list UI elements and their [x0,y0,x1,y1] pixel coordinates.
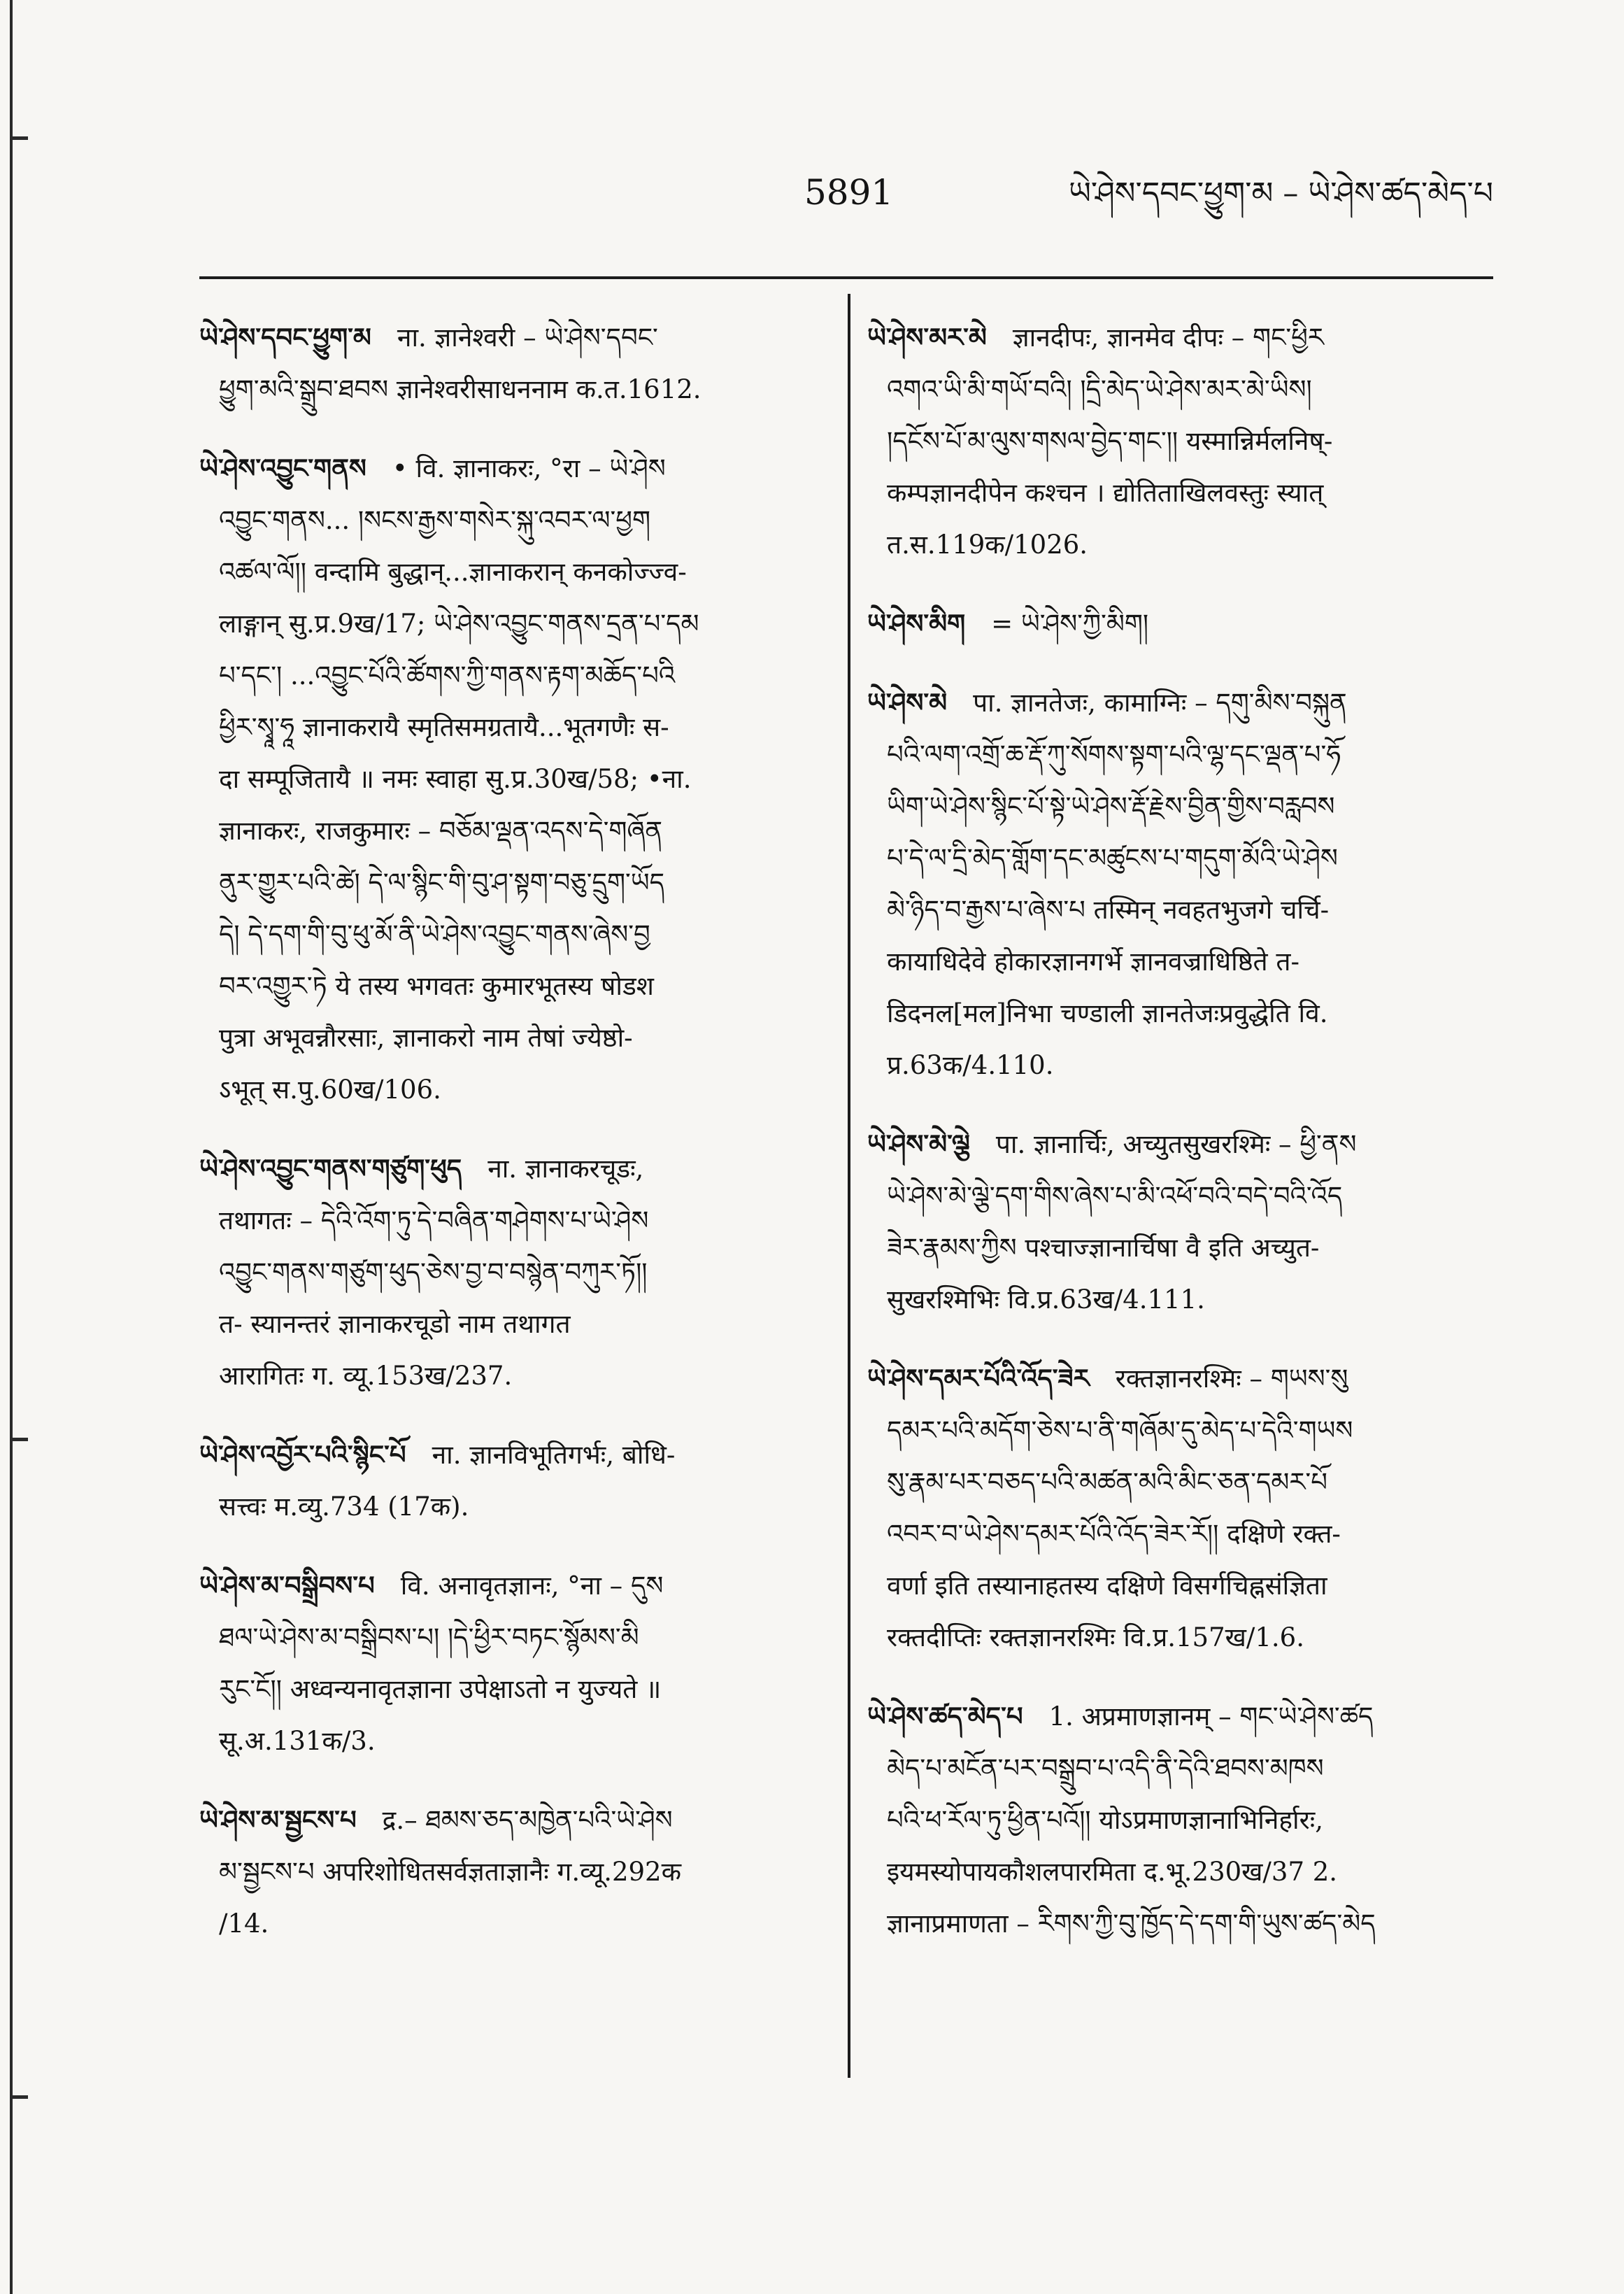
entry-line: ཡིག་ཡེ་ཤེས་སྙིང་པོ་སྟེ་ཡེ་ཤེས་རྡོ་རྗེས་བྱིན་གྱིས་བརླབས [887,791,1335,821]
dictionary-entry [867,311,1490,571]
entry-line: ཕྱུག་མའི་སྒྲུབ་ཐབས ज्ञानेश्वरीसाधननाम क.त.1612. [219,374,701,404]
entry-definition: • वि. ज्ञानाकरः, °रा – ཡེ་ཤེས [392,453,666,483]
margin-tick [10,2095,28,2099]
entry-line [867,1118,1490,1170]
entry-headword: ཡེ་ཤེས་མིག [867,608,966,639]
entry-line: འགའ་ཡི་མི་གཡོ་བའི། །དྲི་མེད་ཡེ་ཤེས་མར་མེ་ཡིས། [887,374,1312,404]
entry-line: कम्पज्ञानदीपेन कश्चन । द्योतिताखिलवस्तुः स्यात् [887,478,1324,508]
entry-definition: 1. अप्रमाणज्ञानम् – གང་ཡེ་ཤེས་ཚད [1048,1701,1374,1732]
entry-definition: ना. ज्ञानेश्वरी – ཡེ་ཤེས་དབང་ [397,323,658,353]
dictionary-entry [867,597,1490,650]
dictionary-entry [867,1690,1490,1950]
entry-line: འབར་བ་ཡེ་ཤེས་དམར་པོའི་འོད་ཟེར་རོ།། दक्षिणे रक्त- [887,1519,1341,1549]
entry-headword: ཡེ་ཤེས་མེ [867,687,948,718]
running-head: ཡེ་ཤེས་དབང་ཕྱུག་མ – ཡེ་ཤེས་ཚད་མེད་པ [1068,176,1493,211]
entry-line [199,442,832,495]
entry-line: ऽभूत् स.पु.60ख/106. [219,1075,441,1105]
left-column [199,311,832,1976]
entry-line [199,311,832,364]
entry-line: ज्ञानाप्रमाणता – རིགས་ཀྱི་བུ་ཁྱོད་དེ་དག་གི་ཡུས་ཚད་མེད [887,1909,1376,1939]
entry-headword: ཡེ་ཤེས་མེ་ལྕེ [867,1128,970,1159]
entry-line: सत्त्वः म.व्यु.734 (17क). [219,1492,469,1522]
entry-line [199,1429,832,1481]
entry-line: པ་དང་། ...འབྱུང་པོའི་ཚོགས་ཀྱི་གནས་རྟག་མཆོད་པའི [219,660,676,691]
margin-tick [10,136,28,140]
entry-line: འབྱུང་གནས... །སངས་རྒྱས་གསེར་སྐུ་འབར་ལ་ཕྱག [219,505,650,535]
entry-line: ཕྱིར་སྭཱ་ཧཱ ज्ञानाकरायै स्मृतिसमग्रतायै...भूतगणैः स- [219,712,669,742]
entry-headword: ཡེ་ཤེས་དབང་ཕྱུག་མ [199,322,371,353]
entry-definition: ज्ञानदीपः, ज्ञानमेव दीपः – གང་ཕྱིར [1012,323,1324,353]
entry-line: सू.अ.131क/3. [219,1726,376,1756]
entry-line: /14. [219,1909,269,1939]
entry-headword: ཡེ་ཤེས་འབྱུང་གནས [199,453,366,483]
entry-line: ཡེ་ཤེས་མེ་ལྕེ་དག་གིས་ཞེས་པ་མི་འཕོ་བའི་བདེ་བའི་འོད [887,1181,1343,1211]
entry-headword: ཡེ་ཤེས་མ་བསྒྲིབས་པ [199,1570,375,1601]
page-header [199,171,1493,227]
entry-line: སུ་རྣམ་པར་བཅད་པའི་མཚན་མའི་མིང་ཅན་དམར་པོ [887,1467,1327,1497]
entry-definition: पा. ज्ञानतेजः, कामाग्निः – དགུ་མིས་བསྐུན [973,688,1347,718]
dictionary-entry [199,1794,832,1950]
entry-definition: रक्तज्ञानरश्मिः – གཡས་སུ [1115,1364,1348,1394]
entry-headword: ཡེ་ཤེས་མ་སྦྱངས་པ [199,1804,357,1835]
entry-line: रक्तदीप्तिः रक्तज्ञानरश्मिः वि.प्र.157ख/1.6. [887,1622,1304,1652]
entry-headword: ཡེ་ཤེས་འབྱུང་གནས་གཙུག་ཕུད [199,1153,462,1184]
column-divider [848,294,850,2078]
entry-line: དམར་པའི་མདོག་ཅེས་པ་ནི་གཞོམ་དུ་མེད་པ་དེའི་གཡས [887,1415,1353,1445]
entry-line: ནུར་གྱུར་པའི་ཚེ། དེ་ལ་སྙིང་གི་བུ་ཤ་སྟག་བཅུ་དྲུག་ཡོད [219,868,665,898]
entry-line [199,1142,832,1195]
dictionary-entry [199,311,832,416]
entry-headword: ཡེ་ཤེས་ཚད་མེད་པ [867,1701,1023,1732]
entry-line [199,1559,832,1612]
entry-line: पुत्रा अभूवन्नौरसाः, ज्ञानाकरो नाम तेषां ज्येष्ठो- [219,1023,633,1053]
dictionary-entry [867,1118,1490,1326]
entry-line: བར་འགྱུར་ཏེ ये तस्य भगवतः कुमारभूतस्य षोडश [219,971,654,1001]
entry-line: རུང་ངོ།། अध्वन्यनावृतज्ञाना उपेक्षाऽतो न युज्यते ॥ [219,1674,662,1704]
entry-line: कायाधिदेवे होकारज्ञानगर्भे ज्ञानवज्राधिष्ठिते त- [887,947,1299,977]
entry-line: दा सम्पूजितायै ॥ नमः स्वाहा सु.प्र.30ख/58; •ना. [219,764,692,794]
entry-line: त.स.119क/1026. [887,530,1088,560]
entry-line: तथागतः – དེའི་འོག་ཏུ་དེ་བཞིན་གཤེགས་པ་ཡེ་ཤེས [219,1205,649,1235]
entry-line: །དངོས་པོ་མ་ལུས་གསལ་བྱེད་གང་།། यस्मान्निर्मलनिष्- [887,426,1333,456]
entry-line: མེ་ཉིད་བ་རྒྱས་པ་ཞེས་པ तस्मिन् नवहतभुजगे चर्चि- [887,895,1330,925]
entry-line: इयमस्योपायकौशलपारमिता द.भू.230ख/37 2. [887,1857,1338,1887]
entry-line [867,677,1490,729]
dictionary-entry [199,442,832,1116]
entry-line: དེ། དེ་དག་གི་བུ་ཕུ་མོ་ནི་ཡེ་ཤེས་འབྱུང་གནས་ཞེས་བྱ [219,919,650,949]
entry-line: པའི་ལག་འགྲོ་ཆ་རྡོ་ཀུ་སོགས་སྟག་པའི་ལྷ་དང་ལྡན་པ་ཧོ [887,739,1341,770]
entry-headword: ཡེ་ཤེས་འབྱོར་པའི་སྙིང་པོ [199,1439,406,1470]
entry-line [867,1690,1490,1743]
dictionary-entry [867,677,1490,1091]
entry-line: वर्णा इति तस्यानाहतस्य दक्षिणे विसर्गचिह्नसंज्ञिता [887,1571,1327,1601]
entry-headword: ཡེ་ཤེས་མར་མེ [867,322,987,353]
entry-line: མེད་པ་མངོན་པར་བསྒྲུབ་པ་འདི་ནི་དེའི་ཐབས་མཁས [887,1753,1324,1783]
entry-line [199,1794,832,1846]
entry-line [867,597,1490,650]
entry-line: འབྱུང་གནས་གཙུག་ཕུད་ཅེས་བྱ་བ་བསྙེན་བཀུར་ཏོ།། [219,1257,648,1287]
entry-definition: वि. अनावृतज्ञानः, °ना – དུས [400,1571,664,1601]
dictionary-entry [867,1352,1490,1664]
entry-line: डिदनल[मल]निभा चण्डाली ज्ञानतेजःप्रवुद्धेति वि. [887,998,1328,1028]
dictionary-entry [199,1429,832,1533]
entry-definition: = ཡེ་ཤེས་ཀྱི་མིག། [991,609,1149,639]
entry-line: པ་དེ་ལ་དྲི་མེད་གློག་དང་མཚུངས་པ་གདུག་མོའི་ཡེ་ཤེས [887,843,1338,873]
left-margin-rule [10,0,13,2294]
entry-line: प्र.63क/4.110. [887,1050,1054,1080]
entry-definition: पा. ज्ञानार्चिः, अच्युतसुखरश्मिः – ཕྱི་ནས [995,1129,1357,1159]
entry-definition: ना. ज्ञानविभूतिगर्भः, बोधि- [432,1440,676,1470]
entry-line: མ་སྦྱངས་པ अपरिशोधितसर्वज्ञताज्ञानैः ग.व्यू.292क [219,1857,682,1887]
entry-line: सुखरश्मिभिः वि.प्र.63ख/4.111. [887,1284,1205,1315]
entry-line: ཐལ་ཡེ་ཤེས་མ་བསྒྲིབས་པ། །དེ་ཕྱིར་བཏང་སྙོམས་མི [219,1622,639,1652]
entry-headword: ཡེ་ཤེས་དམར་པོའི་འོད་ཟེར [867,1363,1090,1394]
entry-line [867,311,1490,364]
entry-definition: द्र.– ཐམས་ཅད་མཁྱེན་པའི་ཡེ་ཤེས [382,1805,673,1835]
margin-tick [10,1438,28,1441]
entry-definition: ना. ज्ञानाकरचूडः, [487,1154,644,1184]
entry-line: འཚལ་ལོ།། वन्दामि बुद्धान्...ज्ञानाकरान् कनकोज्ज्व- [219,557,687,587]
header-rule [199,276,1493,279]
entry-line: ज्ञानाकरः, राजकुमारः – བཅོམ་ལྡན་འདས་དེ་གཞོན [219,816,663,846]
right-column [867,311,1490,1976]
dictionary-entry [199,1142,832,1402]
entry-line [867,1352,1490,1405]
entry-line: आरागितः ग. व्यू.153ख/237. [219,1361,513,1391]
entry-line: लाङ्गान् सु.प्र.9ख/17; ཡེ་ཤེས་འབྱུང་གནས་དྲན་པ་དམ [219,609,699,639]
entry-line: པའི་ཕ་རོལ་ཏུ་ཕྱིན་པའོ།། योऽप्रमाणज्ञानाभिनिर्हारः, [887,1805,1323,1835]
dictionary-entry [199,1559,832,1767]
page-number: 5891 [804,172,894,213]
entry-line: ཟེར་རྣམས་ཀྱིས पश्चाज्ज्ञानार्चिषा वै इति अच्युत- [887,1233,1320,1263]
entry-line: त- स्यानन्तरं ज्ञानाकरचूडो नाम तथागत [219,1309,571,1339]
